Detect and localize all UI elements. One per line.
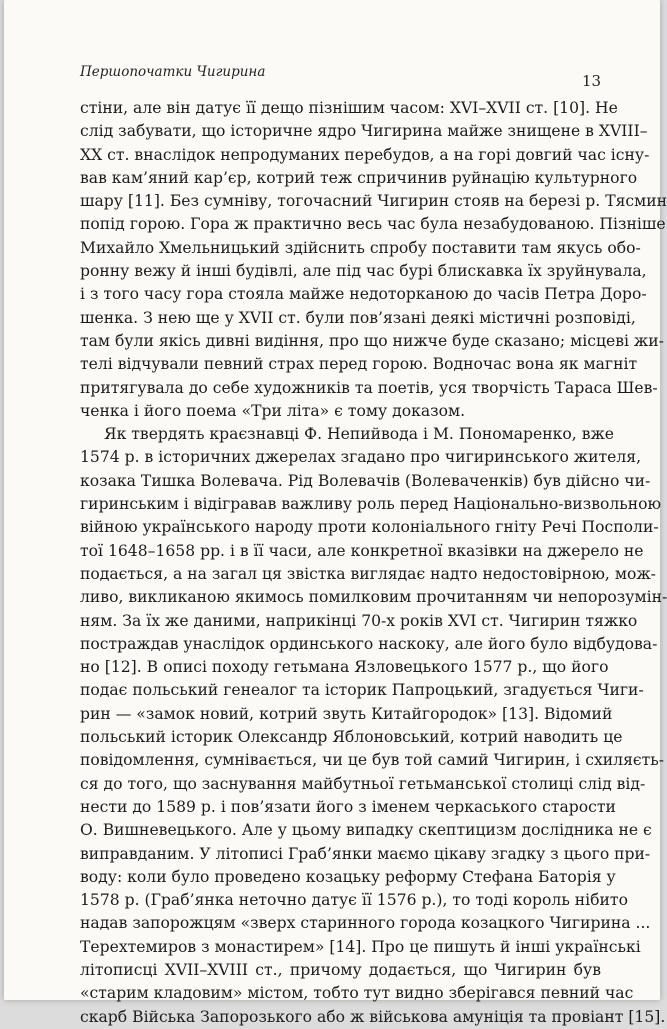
text-line: і з того часу гора стояла майже недоторканою до часів Петра Доро- <box>80 285 647 304</box>
text-line: нести до 1589 р. і пов’язати його з іменем черкаського старости <box>80 797 616 816</box>
text-line: телі відчували певний страх перед горою. Водночас вона як магніт <box>80 355 638 374</box>
text-line: стіни, але він датує її дещо пізнішим часом: XVI–XVII ст. [10]. Не <box>80 99 618 117</box>
text-line: повідомлення, сумнівається, чи це був той самий Чигирин, і схиляєть- <box>80 751 665 770</box>
text-line: війною українського народу проти колоніального гніту Речі Посполи- <box>80 518 659 537</box>
text-line: шенка. З нею ще у XVII ст. були пов’язані деякі містичні розповіді, <box>80 308 636 327</box>
text-line: притягувала до себе художників та поетів, уся творчість Тараса Шев- <box>80 378 658 397</box>
text-line: ся до того, що заснування майбутньої гетьманської столиці слід від- <box>80 774 646 793</box>
text-line: подається, а на загал ця звістка виглядає надто недостовірною, мож- <box>80 564 656 583</box>
text-line: ченка і його поема «Три літа» є тому доказом. <box>80 401 466 420</box>
text-line: слід забувати, що історичне ядро Чигирина майже знищене в XVIII– <box>80 122 648 141</box>
text-line: вав кам’яний кар’єр, котрий теж спричинив руйнацію культурного <box>80 168 638 187</box>
text-line: рин — «замок новий, котрий звуть Китайгородок» [13]. Відомий <box>80 704 613 723</box>
body-text <box>80 97 667 1029</box>
page-number: 13 <box>582 72 602 90</box>
text-line: но [12]. В описі походу гетьмана Язловецького 1577 р., що його <box>80 658 609 677</box>
paragraph <box>80 423 667 1029</box>
text-line: скарб Війська Запорозького або ж військова амуніція та провіант [15]. <box>80 1007 666 1026</box>
text-line: «старим кладовим» містом, тобто тут видно зберігався певний час <box>80 984 634 1003</box>
text-line: Як твердять краєзнавці Ф. Непийвода і М. Пономаренко, вже <box>104 425 615 444</box>
text-line: Терехтемиров з монастирем» [14]. Про це пишуть й інші українські <box>80 937 641 956</box>
text-line: виправданим. У літописі Граб’янки маємо цікаву згадку з цього при- <box>80 844 651 863</box>
text-line: там були якісь дивні видіння, про що нижче буде сказано; місцеві жи- <box>80 331 664 350</box>
book-page <box>4 0 667 1026</box>
text-line: гиринським і відігравав важливу роль перед Національно-визвольною <box>80 495 662 514</box>
text-line: козака Тишка Волевача. Рід Волевачів (Волеваченків) був дійсно чи- <box>80 471 651 490</box>
text-line: польський історик Олександр Яблоновський, котрий наводить це <box>80 728 623 747</box>
text-line: воду: коли було проведено козацьку реформу Стефана Баторія у <box>80 867 616 886</box>
text-line: попід горою. Гора ж практично весь час була незабудованою. Пізніше <box>80 215 666 234</box>
text-line: надав запорожцям «зверх старинного города козацкого Чигирина ... <box>80 914 651 933</box>
text-line: ням. За їх же даними, наприкінці 70-х років XVI ст. Чигирин тяжко <box>80 611 638 630</box>
text-line: Михайло Хмельницький здійснить спробу поставити там якусь обо- <box>80 238 641 257</box>
text-line: 1578 р. (Граб’янка неточно датує її 1576 р.), то тоді король нібито <box>80 891 628 910</box>
text-line: подає польський генеалог та історик Папроцький, згадується Чиги- <box>80 681 644 700</box>
text-line: О. Вишневецького. Але у цьому випадку скептицизм дослідника не є <box>80 821 652 840</box>
text-line: тої 1648–1658 рр. і в її часи, але конкретної вказівки на джерело не <box>80 541 644 560</box>
text-line: постраждав унаслідок ординського наскоку, але його було відбудова- <box>80 634 658 653</box>
text-line: літописці XVII–XVIII ст., причому додається, що Чигирин був <box>80 960 601 979</box>
paragraph <box>80 97 667 423</box>
text-line: ливо, викликаною якимось помилковим прочитанням чи непорозумін- <box>80 588 667 607</box>
text-line: 1574 р. в історичних джерелах згадано про чигиринського жителя, <box>80 448 642 467</box>
text-line: шару [11]. Без сумніву, тогочасний Чигирин стояв на березі р. Тясмин <box>80 192 667 211</box>
running-head: Першопочатки Чигирина <box>80 64 266 80</box>
text-line: ронну вежу й інші будівлі, але під час бурі блискавка їх зруйнувала, <box>80 262 647 281</box>
text-line: XX ст. внаслідок непродуманих перебудов, а на горі довгий час існу- <box>80 145 650 164</box>
